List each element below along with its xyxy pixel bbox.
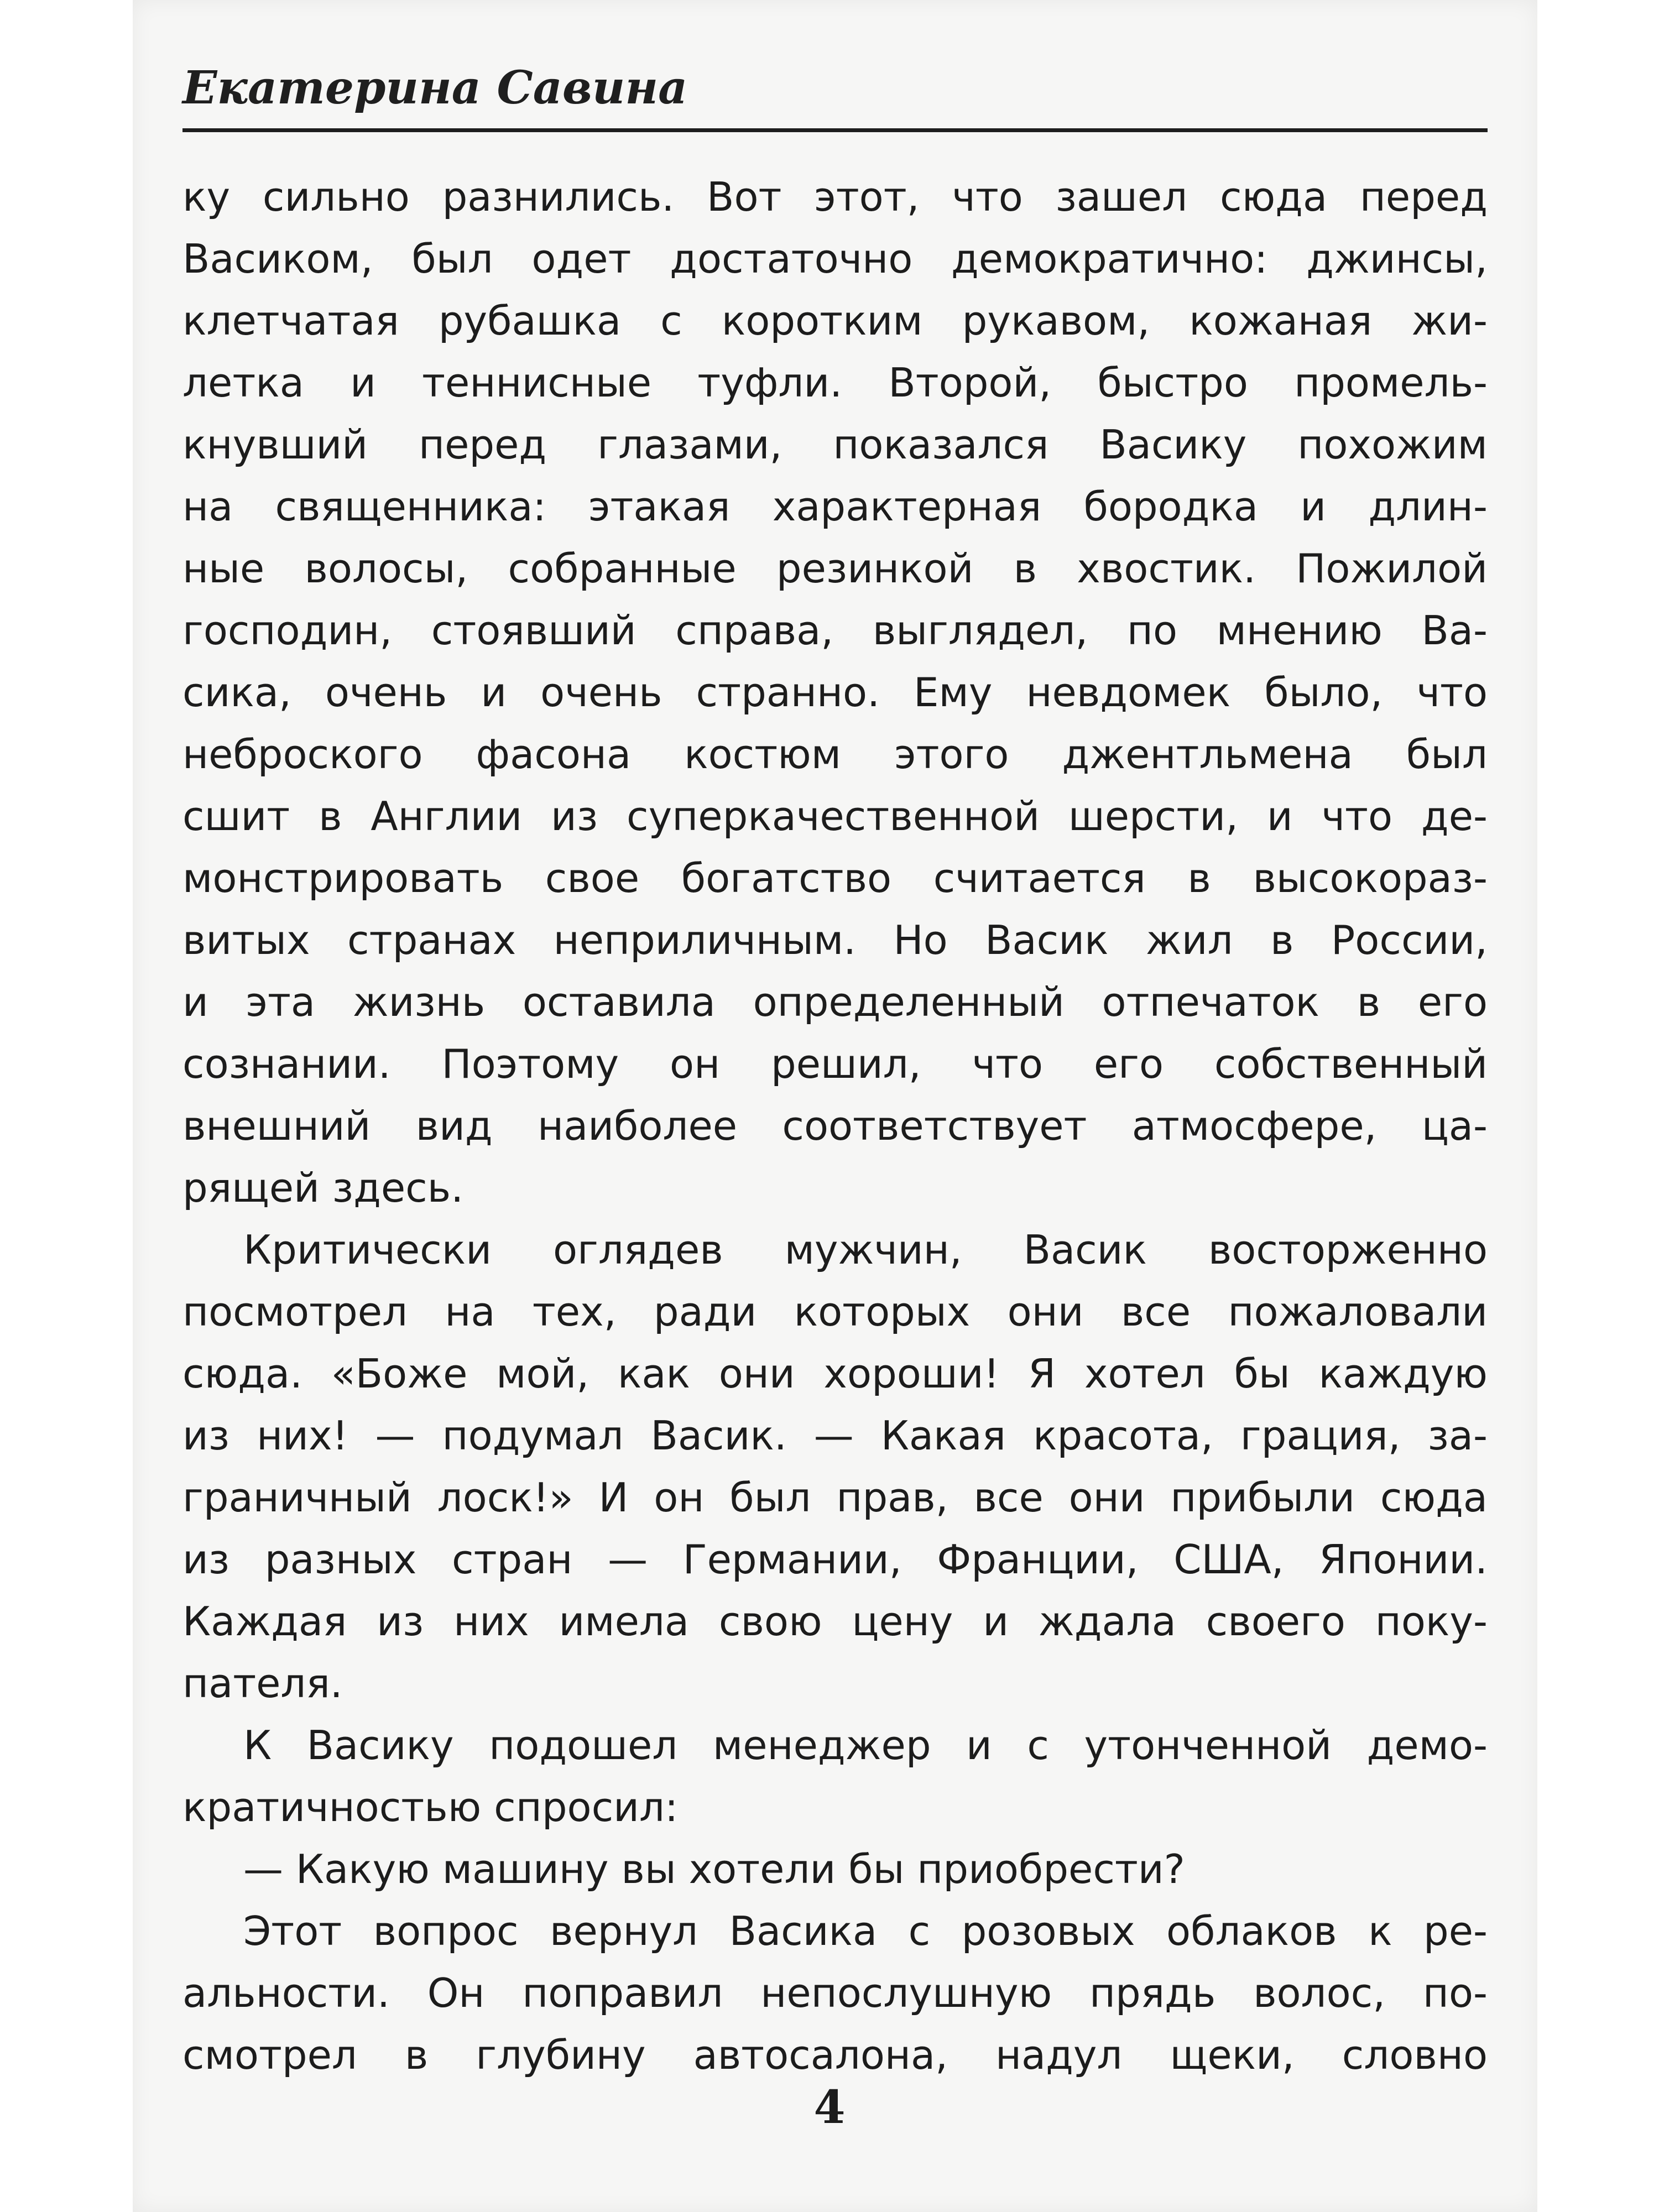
text-line: монстрировать свое богатство считается в высокораз- bbox=[182, 855, 1488, 901]
text-line: неброского фасона костюм этого джентльмена был bbox=[182, 731, 1488, 778]
text-line: рящей здесь. bbox=[182, 1165, 464, 1211]
text-line: Этот вопрос вернул Васика с розовых облаков к ре- bbox=[243, 1908, 1488, 1954]
text-line: кнувший перед глазами, показался Васику похожим bbox=[182, 421, 1488, 468]
text-line: витых странах неприличным. Но Васик жил в России, bbox=[182, 917, 1488, 963]
text-line: летка и теннисные туфли. Второй, быстро промель- bbox=[182, 359, 1488, 406]
text-line: альности. Он поправил непослушную прядь волос, по- bbox=[182, 1970, 1488, 2016]
author-name: Екатерина Савина bbox=[182, 61, 688, 114]
text-line: из них! — подумал Васик. — Какая красота, грация, за- bbox=[182, 1412, 1488, 1459]
page-number: 4 bbox=[813, 2081, 846, 2134]
text-line: посмотрел на тех, ради которых они все пожаловали bbox=[182, 1288, 1488, 1335]
text-line: К Васику подошел менеджер и с утонченной демо- bbox=[243, 1722, 1488, 1768]
text-line: из разных стран — Германии, Франции, США, Японии. bbox=[182, 1536, 1488, 1583]
header-rule bbox=[182, 128, 1488, 132]
text-line: ные волосы, собранные резинкой в хвостик. Пожилой bbox=[182, 545, 1488, 592]
text-line: Васиком, был одет достаточно демократично: джинсы, bbox=[182, 236, 1488, 282]
text-line: кратичностью спросил: bbox=[182, 1784, 679, 1830]
text-line: сознании. Поэтому он решил, что его собственный bbox=[182, 1041, 1488, 1087]
text-line: внешний вид наиболее соответствует атмосфере, ца- bbox=[182, 1103, 1488, 1149]
text-line: сюда. «Боже мой, как они хороши! Я хотел бы каждую bbox=[182, 1350, 1488, 1397]
text-line: граничный лоск!» И он был прав, все они прибыли сюда bbox=[182, 1474, 1488, 1521]
dialogue-line: — Какую машину вы хотели бы приобрести? bbox=[243, 1846, 1185, 1892]
text-line: и эта жизнь оставила определенный отпечаток в его bbox=[182, 979, 1488, 1025]
text-line: клетчатая рубашка с коротким рукавом, кожаная жи- bbox=[182, 298, 1488, 344]
text-line: пателя. bbox=[182, 1660, 343, 1707]
text-line: сика, очень и очень странно. Ему невдомек было, что bbox=[182, 669, 1488, 716]
text-line: ку сильно разнились. Вот этот, что зашел сюда перед bbox=[182, 174, 1488, 220]
text-line: сшит в Англии из суперкачественной шерсти, и что де- bbox=[182, 793, 1488, 839]
text-line: на священника: этакая характерная бородка и длин- bbox=[182, 483, 1488, 530]
running-header bbox=[182, 61, 1488, 126]
text-line: смотрел в глубину автосалона, надул щеки, словно bbox=[182, 2032, 1488, 2078]
body-text bbox=[182, 166, 1488, 2086]
text-line: Критически оглядев мужчин, Васик восторженно bbox=[243, 1227, 1488, 1273]
text-line: Каждая из них имела свою цену и ждала своего поку- bbox=[182, 1598, 1488, 1645]
text-line: господин, стоявший справа, выглядел, по мнению Ва- bbox=[182, 607, 1488, 654]
